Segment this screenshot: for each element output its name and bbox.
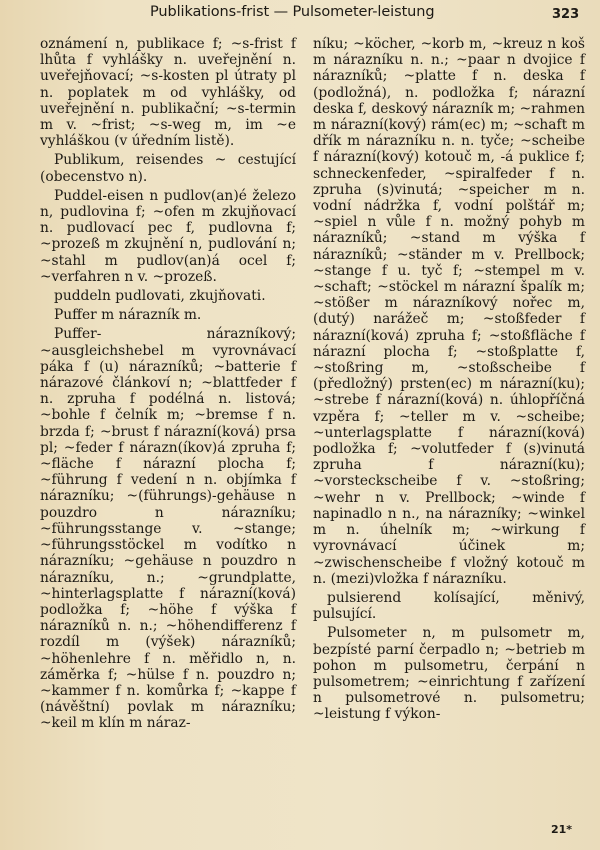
entry-puffer: Puffer m nárazník m. bbox=[54, 307, 202, 324]
printer-signature: 21* bbox=[551, 823, 573, 836]
entry-pulsometer: Pulsometer n, m pulsometr m, bezpísté parní čerpadlo n; ~betrieb m pohon m pulsometru, čerpání n pulsometrem; ~einrichtung f zařízení n pulsometrové n. pulsometru; ~leistung f výkon- bbox=[313, 625, 585, 723]
entry-continuation: oznámení n, publikace f; ~s-frist f lhůta f vyhlášky n. uveřejnění n. uveřejňovací; ~s-kosten pl útraty pl n. poplatek m od vyhlášky, od uveřejnění n. publikační; ~s-termin m v. ~frist; ~s-weg m, im ~e vyhláškou (v úředním listě). bbox=[40, 36, 296, 150]
entry-puffer-compounds: Puffer- nárazníkový; ~ausgleichshebel m vyrovnávací páka f (u) nárazníků; ~batterie f nárazové článkoví n; ~blattfeder f n. zpruha f podélná n. listová; ~bohle f čelník m; ~bremse f n. brzda f; ~brust f nárazní(ková) prsa pl; ~feder f nárazn(íkov)á zpruha f; ~fläche f nárazní plocha f; ~führung f vedení n n. objímka f nárazníku; ~(führungs)-gehäuse n pouzdro n nárazníku; ~führungsstange v. ~stange; ~führungsstöckel m vodítko n nárazníku; ~gehäuse n pouzdro n nárazníku, n.; ~grundplatte, ~hinterlagsplatte f nárazní(ková) podložka f; ~höhe f výška f nárazníků n. n.; ~höhendifferenz f rozdíl m (výšek) nárazníků; ~höhenlehre f n. měřidlo n, n. záměrka f; ~hülse f n. pouzdro n; ~kammer f n. komůrka f; ~kappe f (návěštní) povlak m nárazníku; ~keil m klín m náraz- bbox=[40, 326, 296, 732]
page-number: 323 bbox=[552, 7, 580, 22]
right-column bbox=[313, 36, 585, 726]
running-header bbox=[0, 3, 600, 25]
entry-puffer-continuation: níku; ~köcher, ~korb m, ~kreuz n koš m nárazníku n. n.; ~paar n dvojice f nárazníků; ~platte f n. deska f (podložná), n. podložka f; nárazní deska f, deskový nárazník m; ~rahmen m nárazní(kový) rám(ec) m; ~schaft m dřík m nárazníku n. n. tyče; ~scheibe f nárazní(kový) kotouč m, -á puklice f; schneckenfeder, ~spiralfeder f n. zpruha (s)vinutá; ~speicher m n. vodní nádržka f, vodní polštář m; ~spiel n vůle f n. možný pohyb m nárazníků; ~stand m výška f nárazníků; ~ständer m v. Prellbock; ~stange f u. tyč f; ~stempel m v. ~schaft; ~stöckel m nárazní špalík m; ~stößer m nárazníkový nořec m, (dutý) narážeč m; ~stoßfeder f nárazní(ková) zpruha f; ~stoßfläche f nárazní plocha f; ~stoßplatte f, ~stoßring m, ~stoßscheibe f (předložný) prsten(ec) m nárazní(ku); ~strebe f nárazní(ková) n. úhlopříčná vzpěra f; ~teller m v. ~scheibe; ~unterlagsplatte f nárazní(ková) podložka f; ~volutfeder f (s)vinutá zpruha f nárazní(ku); ~vorsteckscheibe f v. ~stoßring; ~wehr n v. Prellbock; ~winde f napinadlo n n., na nárazníky; ~winkel m n. úhelník m; ~wirkung f vyrovnávací účinek m; ~zwischenscheibe f vložný kotouč m n. (mezi)vložka f nárazníku. bbox=[313, 36, 585, 587]
header-title: Publikations-frist — Pulsometer-leistung bbox=[150, 4, 435, 20]
left-column bbox=[40, 36, 296, 735]
entry-publikum: Publikum, reisendes ~ cestující (obecenstvo n). bbox=[40, 152, 296, 185]
entry-puddel-eisen: Puddel-eisen n pudlov(an)é železo n, pudlovina f; ~ofen m zkujňovací n. pudlovací pec f, pudlovna f; ~prozeß m zkujnění n, pudlování n; ~stahl m pudlov(an)á ocel f; ~verfahren n v. ~prozeß. bbox=[40, 187, 296, 285]
entry-puddeln: puddeln pudlovati, zkujňovati. bbox=[54, 288, 266, 305]
entry-pulsierend: pulsierend kolísající, měnivý, pulsující. bbox=[313, 589, 585, 623]
